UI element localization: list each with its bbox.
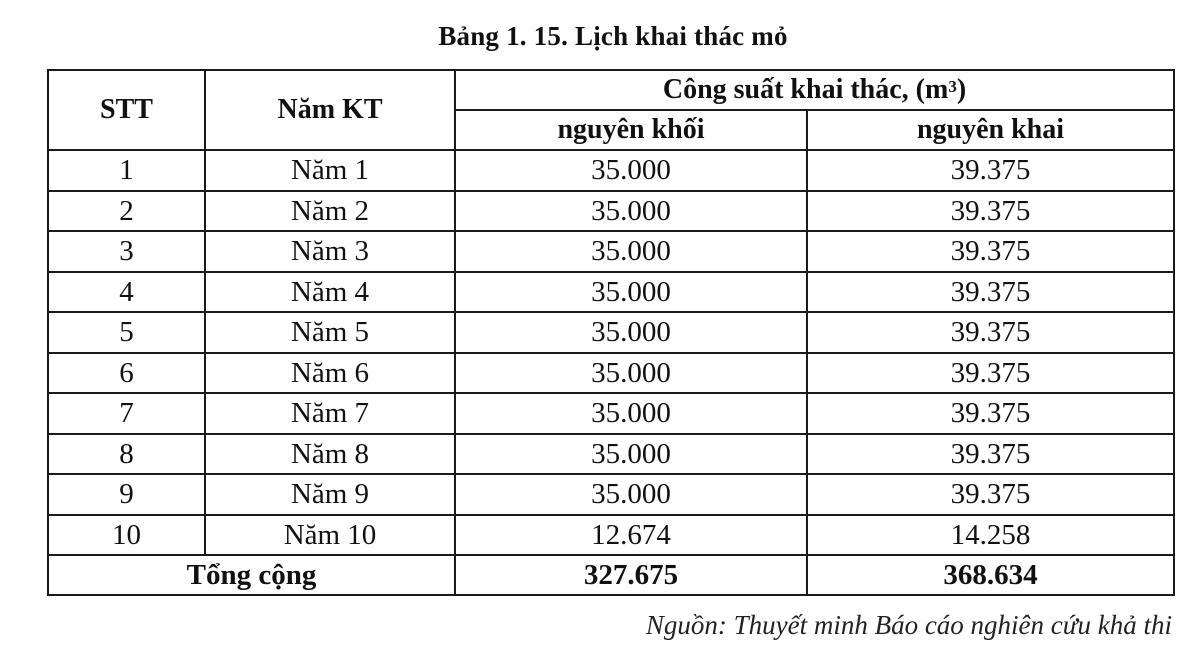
table-row xyxy=(48,515,1174,556)
header-in-place: nguyên khối xyxy=(455,110,807,150)
cell-extracted: 39.375 xyxy=(807,231,1174,272)
cell-year: Năm 6 xyxy=(205,353,455,394)
unit-exponent: 3 xyxy=(948,77,957,96)
table-row xyxy=(48,312,1174,353)
cell-year: Năm 8 xyxy=(205,434,455,475)
cell-in-place: 35.000 xyxy=(455,393,807,434)
table-caption: Bảng 1. 15. Lịch khai thác mỏ xyxy=(438,21,788,51)
table-row xyxy=(48,150,1174,191)
cell-extracted: 39.375 xyxy=(807,312,1174,353)
cell-stt: 8 xyxy=(48,434,205,475)
cell-in-place: 35.000 xyxy=(455,353,807,394)
cell-in-place: 35.000 xyxy=(455,150,807,191)
cell-extracted: 39.375 xyxy=(807,272,1174,313)
cell-year: Năm 3 xyxy=(205,231,455,272)
cell-stt: 1 xyxy=(48,150,205,191)
cell-stt: 3 xyxy=(48,231,205,272)
total-extracted: 368.634 xyxy=(807,555,1174,595)
table-row xyxy=(48,474,1174,515)
table-row xyxy=(48,393,1174,434)
total-row xyxy=(48,555,1174,595)
table-row xyxy=(48,272,1174,313)
header-row-1 xyxy=(48,70,1174,110)
cell-extracted: 39.375 xyxy=(807,434,1174,475)
cell-in-place: 35.000 xyxy=(455,231,807,272)
header-capacity-group xyxy=(455,70,1174,110)
cell-stt: 6 xyxy=(48,353,205,394)
header-extracted: nguyên khai xyxy=(807,110,1174,150)
table-row xyxy=(48,231,1174,272)
header-capacity-suffix: ) xyxy=(956,74,967,105)
cell-year: Năm 4 xyxy=(205,272,455,313)
table-row xyxy=(48,191,1174,232)
cell-in-place: 35.000 xyxy=(455,312,807,353)
total-in-place: 327.675 xyxy=(455,555,807,595)
source-note: Nguồn: Thuyết minh Báo cáo nghiên cứu khả thi xyxy=(645,610,1172,640)
cell-stt: 2 xyxy=(48,191,205,232)
cell-year: Năm 9 xyxy=(205,474,455,515)
total-label: Tổng cộng xyxy=(48,555,455,595)
cell-stt: 10 xyxy=(48,515,205,556)
cell-stt: 5 xyxy=(48,312,205,353)
cell-extracted: 39.375 xyxy=(807,150,1174,191)
cell-in-place: 35.000 xyxy=(455,191,807,232)
mining-schedule-table xyxy=(47,69,1175,596)
cell-stt: 9 xyxy=(48,474,205,515)
cell-in-place: 12.674 xyxy=(455,515,807,556)
cell-year: Năm 7 xyxy=(205,393,455,434)
table-row xyxy=(48,434,1174,475)
cell-in-place: 35.000 xyxy=(455,434,807,475)
header-year: Năm KT xyxy=(205,70,455,150)
cell-year: Năm 10 xyxy=(205,515,455,556)
header-stt: STT xyxy=(48,70,205,150)
cell-extracted: 39.375 xyxy=(807,353,1174,394)
cell-in-place: 35.000 xyxy=(455,474,807,515)
cell-extracted: 14.258 xyxy=(807,515,1174,556)
header-capacity-label: Công suất khai thác, (m xyxy=(662,74,949,105)
cell-stt: 7 xyxy=(48,393,205,434)
cell-extracted: 39.375 xyxy=(807,474,1174,515)
cell-year: Năm 1 xyxy=(205,150,455,191)
cell-extracted: 39.375 xyxy=(807,191,1174,232)
cell-stt: 4 xyxy=(48,272,205,313)
cell-extracted: 39.375 xyxy=(807,393,1174,434)
cell-in-place: 35.000 xyxy=(455,272,807,313)
cell-year: Năm 5 xyxy=(205,312,455,353)
table-row xyxy=(48,353,1174,394)
cell-year: Năm 2 xyxy=(205,191,455,232)
